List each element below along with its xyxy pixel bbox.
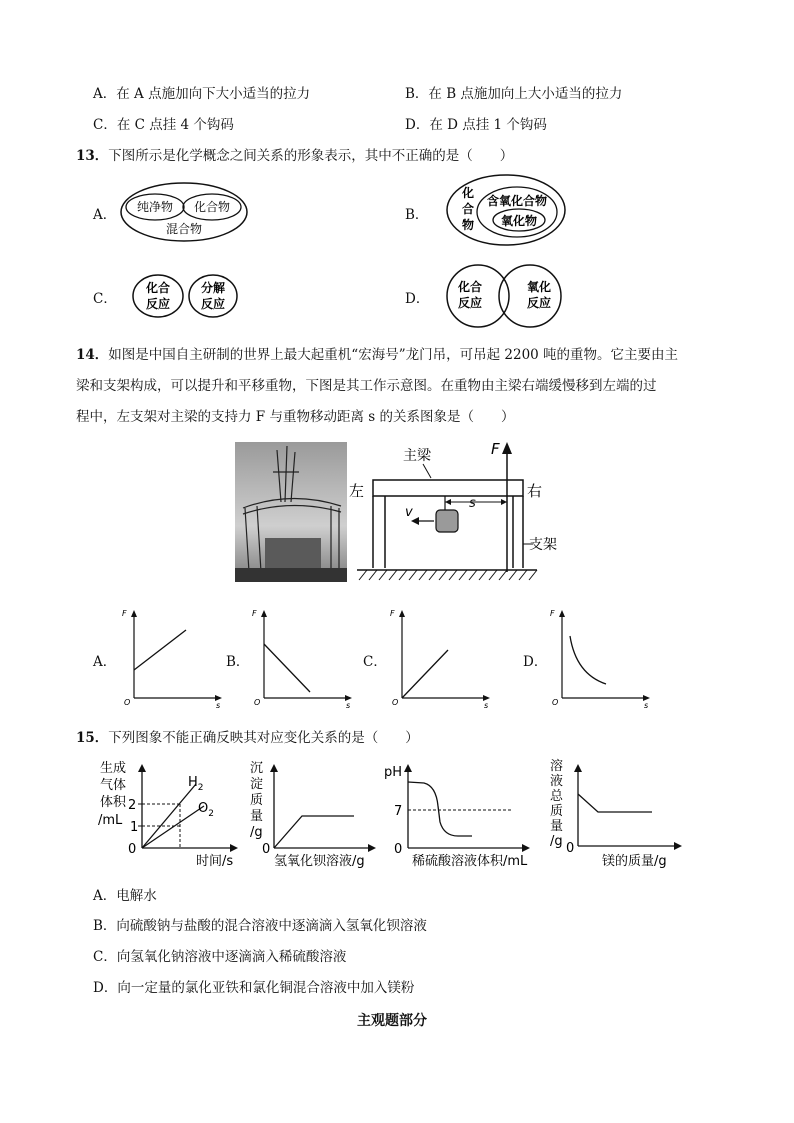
- q15-option-c: C．向氢氧化钠溶液中逐滴滴入稀硫酸溶液: [93, 949, 347, 965]
- g1-y-label-4: /mL: [98, 813, 123, 828]
- g2-x-label: 氢氧化钡溶液/g: [274, 854, 365, 869]
- a-y-label: F: [122, 609, 127, 618]
- d-left-label-1: 化合: [457, 280, 483, 294]
- g2-y-label-4: 量: [250, 809, 264, 824]
- g4-y-label-5: 量: [550, 819, 564, 834]
- gantry-schematic: [345, 436, 557, 586]
- q15-graph-2: [244, 756, 394, 870]
- q15-stem: [76, 726, 419, 746]
- g3-tick-7: 7: [394, 804, 403, 819]
- q13-b-diagram: [444, 172, 568, 248]
- d-y-label: F: [550, 609, 555, 618]
- q13-c-letter: C．: [93, 291, 117, 307]
- q14-line-3: 程中，左支架对主梁的支持力 F 与重物移动距离 s 的关系图象是（ ）: [76, 409, 515, 425]
- g1-origin: 0: [128, 842, 137, 857]
- q13-text: 下图所示是化学概念之间关系的形象表示，其中不正确的是（ ）: [108, 148, 514, 164]
- q14-d-graph: [546, 606, 654, 710]
- q13-d-diagram: [444, 262, 564, 330]
- c-right-label-1: 分解: [200, 281, 226, 295]
- g2-y-label-2: 淀: [250, 777, 264, 792]
- c-left-label-1: 化合: [145, 281, 171, 295]
- g2-y-label-5: /g: [250, 825, 263, 840]
- q13-a-letter: A．: [93, 207, 117, 223]
- a-inner-label-1: 纯净物: [136, 200, 174, 214]
- q15-option-d: D．向一定量的氯化亚铁和氯化铜混合溶液中加入镁粉: [93, 980, 415, 996]
- c-right-label-2: 反应: [200, 297, 226, 311]
- q15-option-a: A．电解水: [93, 888, 157, 904]
- q14-b-letter: B．: [226, 654, 250, 670]
- d-left-label-2: 反应: [457, 296, 483, 310]
- b-outer-char-2: 合: [461, 202, 475, 216]
- q14-b-graph: [248, 606, 356, 710]
- g4-y-label-1: 溶: [550, 759, 564, 774]
- q15-option-b: B．向硫酸钠与盐酸的混合溶液中逐滴滴入氢氧化钡溶液: [93, 918, 427, 934]
- g1-h2-label: $H_2$: [188, 775, 204, 793]
- q14-number: 14．: [76, 347, 109, 363]
- q14-line-1: [76, 343, 678, 363]
- q14-line-2: 梁和支架构成，可以提升和平移重物，下图是其工作示意图。在重物由主梁右端缓慢移到左端的过: [76, 378, 657, 394]
- section-title: 主观题部分: [357, 1013, 427, 1029]
- g1-o2-label: $O_2$: [198, 801, 214, 819]
- g4-origin: 0: [566, 841, 575, 856]
- d-right-label-2: 反应: [526, 296, 552, 310]
- g1-y-label-1: 生成: [100, 761, 127, 776]
- g4-y-label-4: 质: [550, 804, 564, 819]
- right-label: 右: [527, 482, 543, 500]
- q12-option-c: C．在 C 点挂 4 个钩码: [93, 117, 234, 133]
- beam-label: 主梁: [403, 448, 431, 464]
- q14-c-letter: C．: [363, 654, 387, 670]
- q13-stem: [76, 144, 513, 164]
- b-x-label: s: [346, 701, 351, 710]
- q15-graph-3: [384, 756, 554, 870]
- q12-option-b: B．在 B 点施加向上大小适当的拉力: [405, 86, 623, 102]
- q12-option-a: A．在 A 点施加向下大小适当的拉力: [93, 86, 311, 102]
- q13-d-letter: D．: [405, 291, 430, 307]
- c-x-label: s: [484, 701, 489, 710]
- distance-label: s: [469, 496, 476, 511]
- g2-y-label-3: 质: [250, 793, 264, 808]
- d-x-label: s: [644, 701, 649, 710]
- q13-b-letter: B．: [405, 207, 429, 223]
- velocity-label: v: [405, 505, 413, 520]
- c-y-label: F: [390, 609, 395, 618]
- g4-y-label-6: /g: [550, 834, 563, 849]
- g2-origin: 0: [262, 842, 271, 857]
- a-outer-label: 混合物: [165, 222, 203, 236]
- q15-graph-4: [548, 756, 688, 870]
- q14-text-1: 如图是中国自主研制的世界上最大起重机“宏海号”龙门吊，可吊起 2200 吨的重物。它主要由主: [108, 347, 679, 363]
- q14-a-graph: [118, 606, 226, 710]
- g4-x-label: 镁的质量/g: [602, 854, 667, 869]
- g1-y-label-3: 体积: [100, 795, 127, 810]
- b-outer-char-3: 物: [461, 218, 475, 232]
- q12-option-d: D．在 D 点挂 1 个钩码: [405, 117, 547, 133]
- q15-number: 15．: [76, 730, 109, 746]
- a-origin: O: [124, 698, 131, 707]
- b-origin: O: [254, 698, 261, 707]
- b-inner-label: 氧化物: [500, 214, 538, 228]
- q14-c-graph: [386, 606, 494, 710]
- g1-tick-1: 1: [130, 820, 139, 835]
- a-inner-label-2: 化合物: [193, 200, 231, 214]
- left-label: 左: [349, 482, 365, 500]
- d-right-label-1: 氧化: [526, 280, 552, 294]
- g3-y-label: pH: [384, 765, 403, 780]
- d-origin: O: [552, 698, 559, 707]
- b-mid-label: 含氧化合物: [486, 194, 548, 208]
- a-x-label: s: [216, 701, 221, 710]
- g2-y-label-1: 沉: [250, 761, 264, 776]
- g3-origin: 0: [394, 842, 403, 857]
- g4-y-label-2: 液: [550, 774, 564, 789]
- g1-x-label: 时间/s: [196, 854, 234, 869]
- b-y-label: F: [252, 609, 257, 618]
- q15-text: 下列图象不能正确反映其对应变化关系的是（ ）: [108, 730, 419, 746]
- q13-number: 13．: [76, 148, 109, 164]
- c-left-label-2: 反应: [145, 297, 171, 311]
- support-label: 支架: [529, 537, 557, 553]
- crane-photo: [235, 442, 347, 582]
- q15-graph-1: [92, 756, 242, 870]
- q14-d-letter: D．: [523, 654, 548, 670]
- g4-y-label-3: 总: [550, 789, 564, 804]
- g1-tick-2: 2: [128, 798, 137, 813]
- b-outer-char-1: 化: [461, 186, 475, 200]
- force-label: F: [491, 440, 500, 458]
- q13-a-diagram: [118, 180, 250, 244]
- g3-x-label: 稀硫酸溶液体积/mL: [412, 854, 528, 869]
- c-origin: O: [392, 698, 399, 707]
- q14-a-letter: A．: [93, 654, 117, 670]
- q13-c-diagram: [130, 272, 240, 320]
- g1-y-label-2: 气体: [100, 778, 127, 793]
